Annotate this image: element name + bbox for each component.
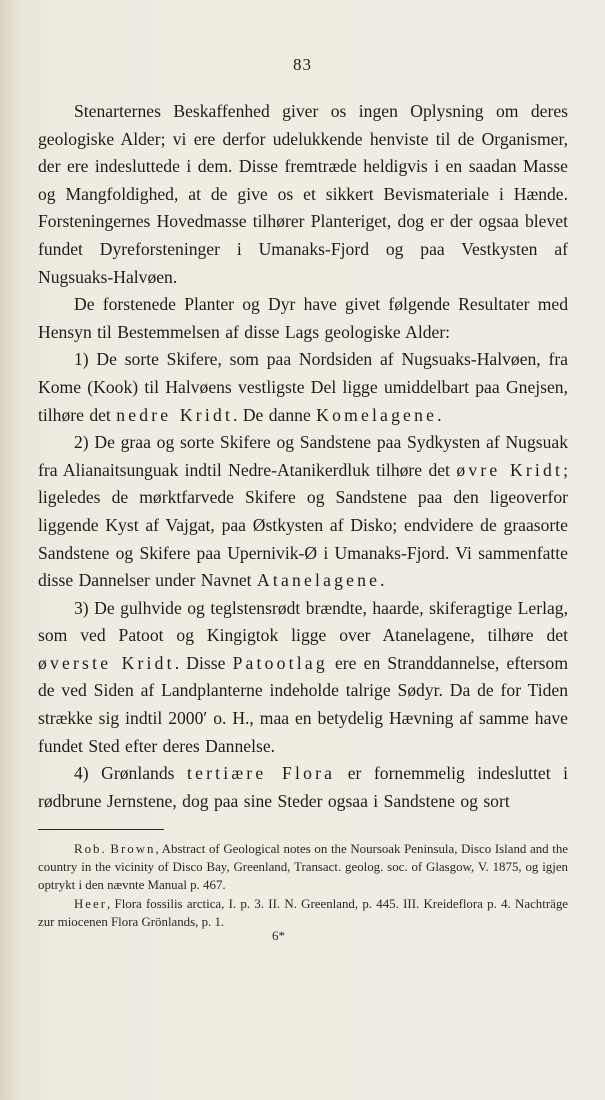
p5-text-e: ere en Stranddannelse, eftersom de ved Siden af Landplanterne indeholde talrige Sødyr. Da de for Tiden strække sig indtil 2000′ o. H., maa en betydelig Hævning af samme have fundet Sted efter deres Dannelse. <box>38 652 569 756</box>
p3-text-c: . De danne <box>233 404 311 425</box>
paragraph-4 <box>38 429 568 595</box>
p5-text-c: . Disse <box>174 652 226 673</box>
fn1-author-last: Brown <box>110 842 156 856</box>
footnotes <box>38 840 568 931</box>
footnote-rule <box>38 829 164 830</box>
fn1-text: , Abstract of Geological notes on the Noursoak Peninsula, Disco Island and the country in the vicinity of Disco Bay, Greenland, Transact. geolog. soc. of Glasgow, V. 1875, og igjen optrykt i den nævnte Manual p. 467. <box>38 842 568 893</box>
p3-text-a: 1) De sorte Skifere, som paa Nordsiden af Nugsuaks-Halvøen, fra Kome (Kook) til Halvøens vestligste Del ligge umiddelbart paa Gnejsen, tilhøre det <box>38 349 568 425</box>
term-komelagene: Komelagene <box>316 404 438 425</box>
paragraph-1: Stenarternes Beskaffenhed giver os ingen Oplysning om deres geologiske Alder; vi ere derfor udelukkende henviste til de Organismer, der ere indesluttede i dem. Disse fremtræde heldigvis i en saadan Masse og Mangfoldighed, at de give os et sikkert Bevismateriale i Hænde. Forsteningernes Hovedmasse tilhører Planteriget, dog er der ogsaa blevet fundet Dyreforsteninger i Umanaks-Fjord og paa Vestkysten af Nugsuaks-Halvøen. <box>38 101 568 287</box>
term-overste-kridt: øverste Kridt <box>38 652 175 673</box>
fn1-author-first: Rob. <box>74 842 107 856</box>
p4-text-e: . <box>380 570 385 591</box>
page-number: 83 <box>293 55 312 74</box>
footnote-1 <box>38 840 568 895</box>
paragraph-6 <box>38 760 568 815</box>
term-atanelagene: Atanelagene <box>256 570 381 591</box>
signature-mark: 6* <box>272 928 285 943</box>
term-tertiaere-flora: tertiære Flora <box>187 763 336 784</box>
paragraph-2 <box>38 291 568 346</box>
footnote-2 <box>38 895 568 931</box>
term-ovre-kridt: øvre Kridt <box>456 459 564 480</box>
p6-text-a: 4) Grønlands <box>74 763 175 784</box>
paragraph-2-text: De forstenede Planter og Dyr have givet følgende Resultater med Hensyn til Bestemmelsen af disse Lags geologiske Alder: <box>38 294 568 342</box>
p3-text-e: . <box>437 404 442 425</box>
term-nedre-kridt: nedre Kridt <box>116 404 234 425</box>
fn2-author: Heer <box>74 896 108 911</box>
paragraph-3 <box>38 346 568 429</box>
p4-text-c: ; ligeledes de mørktfarvede Skifere og Sandstene paa den ligeoverfor liggende Kyst af Vajgat, paa Østkysten af Disko; endvidere de graasorte Sandstene og Skifere paa Upernivik-Ø i Umanaks-Fjord. Vi sammenfatte disse Dannelser under Navnet <box>38 459 568 591</box>
p4-text-a: 2) De graa og sorte Skifere og Sandstene paa Sydkysten af Nugsuak fra Alianaitsunguak indtil Nedre-Atanikerdluk tilhøre det <box>38 432 568 480</box>
p6-text-c: er fornemmelig indesluttet i rødbrune Jernstene, dog paa sine Steder ogsaa i Sandstene og sort <box>38 763 569 811</box>
p5-text-a: 3) De gulhvide og teglstensrødt brændte, haarde, skiferagtige Lerlag, som ved Patoot og Kingigtok ligge over Atanelagene, tilhøre det <box>38 597 568 646</box>
term-patootlag: Patootlag <box>232 652 328 673</box>
main-text <box>38 98 568 815</box>
paragraph-5 <box>38 595 568 761</box>
fn2-text: , Flora fossilis arctica, I. p. 3. II. N. Greenland, p. 445. III. Kreideflora p. 4. Nachträge zur miocenen Flora Grönlands, p. 1. <box>38 896 568 929</box>
